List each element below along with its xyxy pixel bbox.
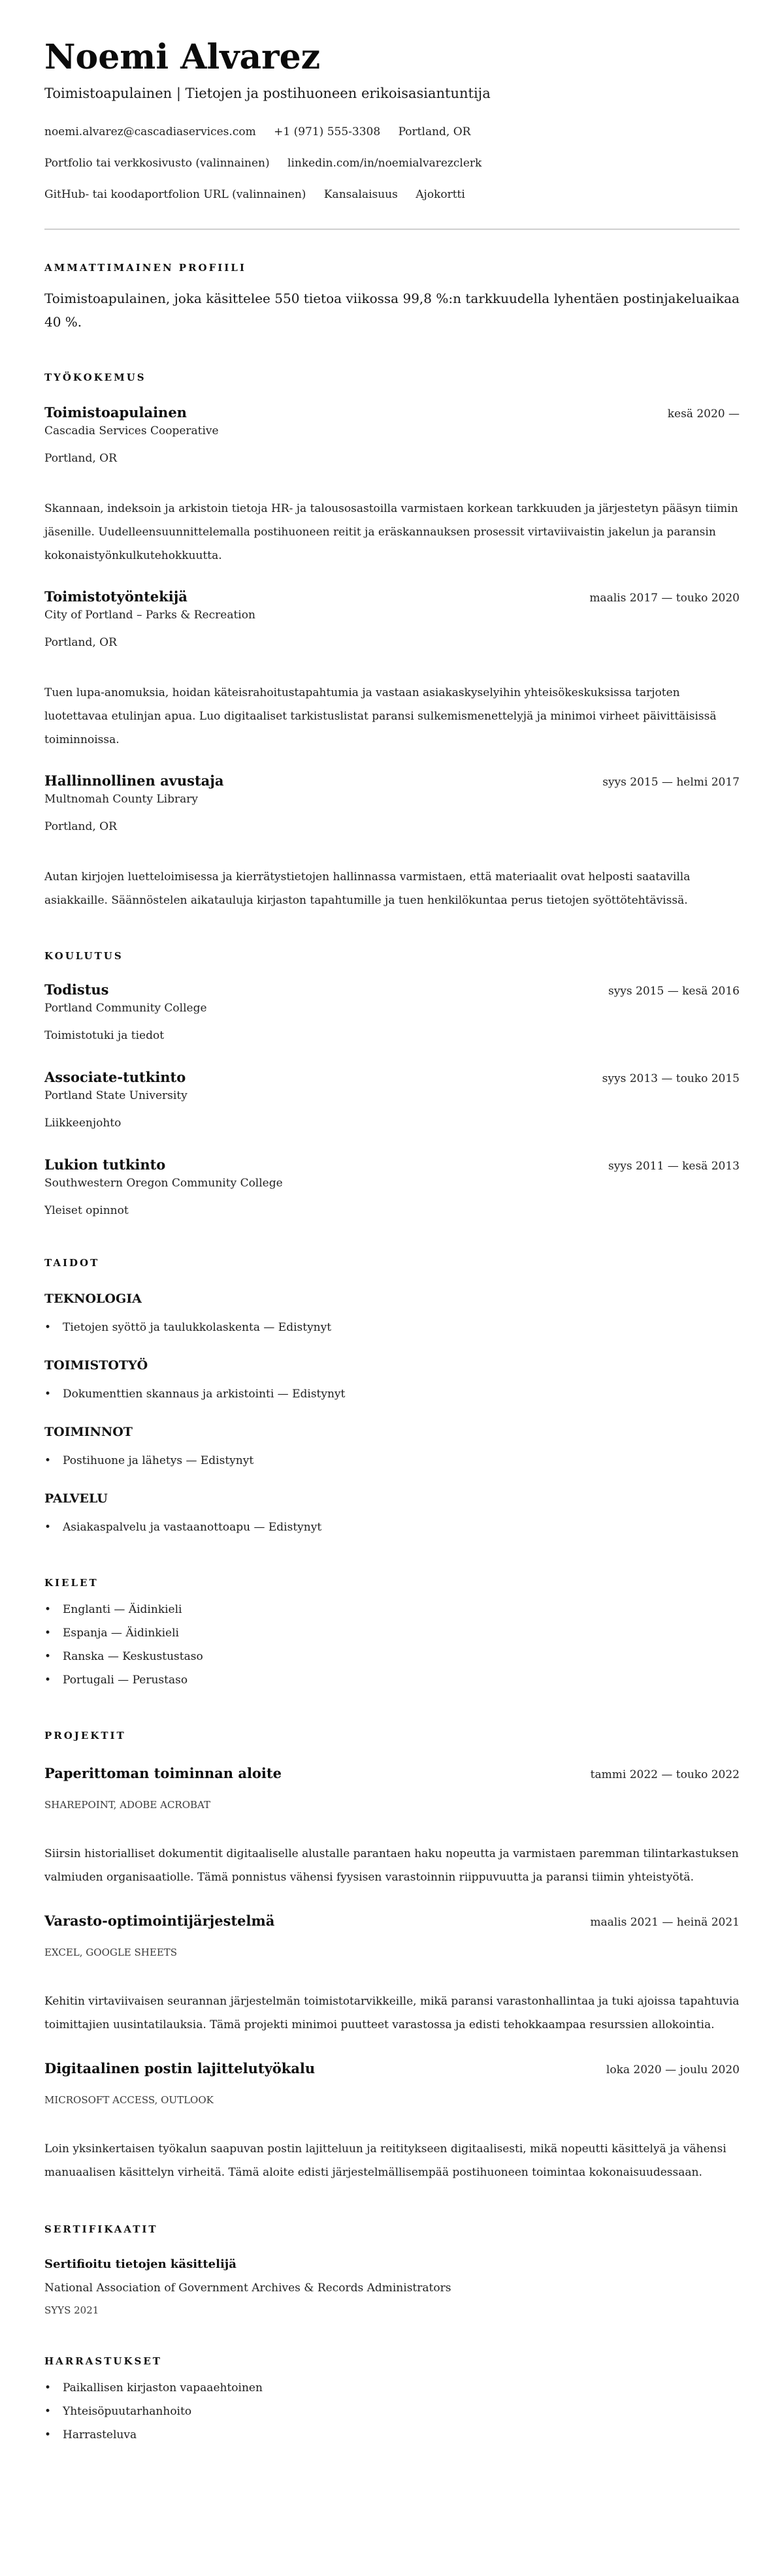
contact-line-1: [44, 124, 740, 140]
job-entry: [44, 403, 740, 567]
hobby-list: [44, 2376, 740, 2447]
project-tech: MICROSOFT ACCESS, OUTLOOK: [44, 2094, 214, 2106]
job-entry: [44, 771, 740, 912]
github-link[interactable]: GitHub- tai koodaportfolion URL (valinnainen): [44, 188, 306, 201]
language-list: [44, 1598, 740, 1692]
drivers-license: Ajokortti: [416, 188, 465, 201]
job-location: Portland, OR: [44, 636, 117, 649]
project-title: Digitaalinen postin lajittelutyökalu: [44, 2060, 316, 2076]
job-company: Cascadia Services Cooperative: [44, 424, 219, 437]
skill-item: • Postihuone ja lähetys — Edistynyt: [44, 1449, 740, 1472]
location: Portland, OR: [398, 125, 471, 138]
hobby-item: • Harrasteluva: [44, 2423, 740, 2447]
project-dates: tammi 2022 — touko 2022: [590, 1768, 740, 1781]
candidate-name: Noemi Alvarez: [44, 37, 321, 77]
project-title: Paperittoman toiminnan aloite: [44, 1765, 282, 1781]
job-description: Skannaan, indeksoin ja arkistoin tietoja HR- ja talousosastoilla varmistaen korkean tarkkuuden ja järjestetyn pääsyn tiimin jäsenille. Uudelleensuunnittelemalla postihuoneen reitit ja eräskannauksen prosessit virtaviivaistin jakelun ja paransin kokonaistyönkulkutehokkuutta.: [44, 502, 738, 562]
degree-title: Lukion tutkinto: [44, 1156, 166, 1173]
certification-issuer: National Association of Government Archives & Records Administrators: [44, 2282, 451, 2295]
project-description: Siirsin historialliset dokumentit digitaaliselle alustalle parantaen haku nopeutta ja varmistaen paremman tilintarkastuksen valmiuden organisaatiolle. Tämä ponnistus vähensi fyysisen varastoinnin riippuvuutta ja paransi tiimin yhteistyötä.: [44, 1847, 739, 1884]
project-tech: SHAREPOINT, ADOBE ACROBAT: [44, 1799, 211, 1811]
field-of-study: Toimistotuki ja tiedot: [44, 1029, 165, 1042]
languages-section: [44, 1576, 740, 1692]
hobby-item: • Paikallisen kirjaston vapaaehtoinen: [44, 2376, 740, 2400]
education-dates: syys 2013 — touko 2015: [602, 1072, 740, 1085]
skill-item: • Asiakaspalvelu ja vastaanottoapu — Edistynyt: [44, 1516, 740, 1539]
certification-name: Sertifioitu tietojen käsittelijä: [44, 2257, 237, 2271]
section-title-profile: AMMATTIMAINEN PROFIILI: [44, 262, 246, 274]
skill-group-title: TOIMISTOTYÖ: [44, 1358, 148, 1373]
job-company: City of Portland – Parks & Recreation: [44, 609, 255, 622]
skills-section: [44, 1256, 740, 1539]
section-title-skills: TAIDOT: [44, 1257, 100, 1269]
project-dates: loka 2020 — joulu 2020: [606, 2063, 740, 2076]
school-name: Southwestern Oregon Community College: [44, 1177, 283, 1190]
job-dates: kesä 2020 —: [667, 407, 740, 421]
job-entry: [44, 587, 740, 752]
linkedin-link[interactable]: linkedin.com/in/noemialvarezclerk: [287, 157, 482, 170]
job-description: Autan kirjojen luetteloimisessa ja kierrätystietojen hallinnassa varmistaen, että materiaalit ovat helposti saatavilla asiakkaille. Säännöstelen aikatauluja kirjaston tapahtumille ja tuen henkilökuntaa perus tietojen syöttötehtävissä.: [44, 870, 691, 907]
section-title-certifications: SERTIFIKAATIT: [44, 2223, 158, 2235]
skill-item: • Tietojen syöttö ja taulukkolaskenta — Edistynyt: [44, 1316, 740, 1339]
job-company: Multnomah County Library: [44, 793, 198, 806]
school-name: Portland State University: [44, 1089, 188, 1102]
job-title: Hallinnollinen avustaja: [44, 772, 224, 789]
hobby-item: • Yhteisöpuutarhanhoito: [44, 2400, 740, 2423]
certification-entry: [44, 2256, 740, 2317]
skill-group: [44, 1423, 740, 1472]
language-item: • Portugali — Perustaso: [44, 1668, 740, 1692]
school-name: Portland Community College: [44, 1002, 207, 1015]
certification-date: SYYS 2021: [44, 2304, 99, 2316]
project-entry: [44, 1764, 740, 1889]
profile-section: [44, 261, 740, 334]
language-item: • Espanja — Äidinkieli: [44, 1621, 740, 1645]
section-title-languages: KIELET: [44, 1577, 99, 1589]
education-entry: [44, 1155, 740, 1219]
section-title-hobbies: HARRASTUKSET: [44, 2355, 162, 2367]
education-entry: [44, 980, 740, 1044]
skill-group: [44, 1290, 740, 1339]
project-description: Loin yksinkertaisen työkalun saapuvan postin lajitteluun ja reititykseen digitaalisesti, mikä nopeutti käsittelyä ja vähensi manuaalisen käsittelyn virheitä. Tämä aloite edisti järjestelmällisempää postihuoneen toimintaa kokonaisuudessaan.: [44, 2142, 727, 2179]
project-description: Kehitin virtaviivaisen seurannan järjestelmän toimistotarvikkeille, mikä paransi varastonhallintaa ja tuki ajoissa tapahtuvia toimittajien uusintatilauksia. Tämä projekti minimoi puutteet varastossa ja edisti tehokkaampaa resurssien allokointia.: [44, 1995, 740, 2031]
contact-line-2: [44, 155, 740, 171]
language-item: • Englanti — Äidinkieli: [44, 1598, 740, 1621]
email-link[interactable]: noemi.alvarez@cascadiaservices.com: [44, 125, 256, 138]
experience-section: [44, 370, 740, 912]
skill-group-title: TEKNOLOGIA: [44, 1292, 142, 1306]
job-title: Toimistoapulainen: [44, 404, 187, 421]
skill-group: [44, 1489, 740, 1539]
project-title: Varasto-optimointijärjestelmä: [44, 1913, 275, 1929]
skill-item: • Dokumenttien skannaus ja arkistointi — Edistynyt: [44, 1382, 740, 1406]
field-of-study: Yleiset opinnot: [44, 1204, 129, 1217]
header-divider: [44, 229, 740, 230]
resume-header: [44, 37, 740, 202]
job-title: Toimistotyöntekijä: [44, 588, 188, 605]
job-location: Portland, OR: [44, 820, 117, 833]
phone-number[interactable]: +1 (971) 555-3308: [274, 125, 381, 138]
language-item: • Ranska — Keskustustaso: [44, 1645, 740, 1668]
profile-summary: Toimistoapulainen, joka käsittelee 550 tietoa viikossa 99,8 %:n tarkkuudella lyhentäen postinjakeluaikaa 40 %.: [44, 291, 740, 330]
project-tech: EXCEL, GOOGLE SHEETS: [44, 1947, 178, 1958]
education-dates: syys 2011 — kesä 2013: [608, 1160, 740, 1173]
section-title-projects: PROJEKTIT: [44, 1730, 126, 1741]
candidate-headline: Toimistoapulainen | Tietojen ja postihuoneen erikoisasiantuntija: [44, 86, 491, 101]
education-section: [44, 949, 740, 1219]
skill-list: [44, 1449, 740, 1472]
projects-section: [44, 1728, 740, 2184]
skill-group-title: PALVELU: [44, 1491, 108, 1506]
certifications-section: [44, 2222, 740, 2317]
job-location: Portland, OR: [44, 452, 117, 465]
field-of-study: Liikkeenjohto: [44, 1117, 122, 1130]
contact-line-3: [44, 187, 740, 202]
degree-title: Todistus: [44, 981, 109, 998]
citizenship: Kansalaisuus: [323, 188, 398, 201]
project-dates: maalis 2021 — heinä 2021: [590, 1916, 740, 1929]
degree-title: Associate-tutkinto: [44, 1069, 186, 1085]
education-dates: syys 2015 — kesä 2016: [608, 985, 740, 998]
hobbies-section: [44, 2354, 740, 2447]
job-description: Tuen lupa-anomuksia, hoidan käteisrahoitustapahtumia ja vastaan asiakaskyselyihin yhteisökeskuksissa tarjoten luotettavaa etulinjan apua. Luo digitaaliset tarkistuslistat paransi sulkemismenettelyjä ja minimoi virheet päivittäisissä toiminnoissa.: [44, 686, 717, 746]
portfolio-link[interactable]: Portfolio tai verkkosivusto (valinnainen): [44, 157, 270, 170]
project-entry: [44, 2059, 740, 2184]
skill-group-title: TOIMINNOT: [44, 1425, 133, 1439]
project-entry: [44, 1911, 740, 2037]
section-title-education: KOULUTUS: [44, 950, 123, 962]
section-title-experience: TYÖKOKEMUS: [44, 372, 146, 383]
skill-group: [44, 1356, 740, 1406]
job-dates: maalis 2017 — touko 2020: [589, 592, 740, 605]
skill-list: [44, 1316, 740, 1339]
skill-list: [44, 1516, 740, 1539]
education-entry: [44, 1068, 740, 1132]
job-dates: syys 2015 — helmi 2017: [602, 776, 740, 789]
skill-list: [44, 1382, 740, 1406]
